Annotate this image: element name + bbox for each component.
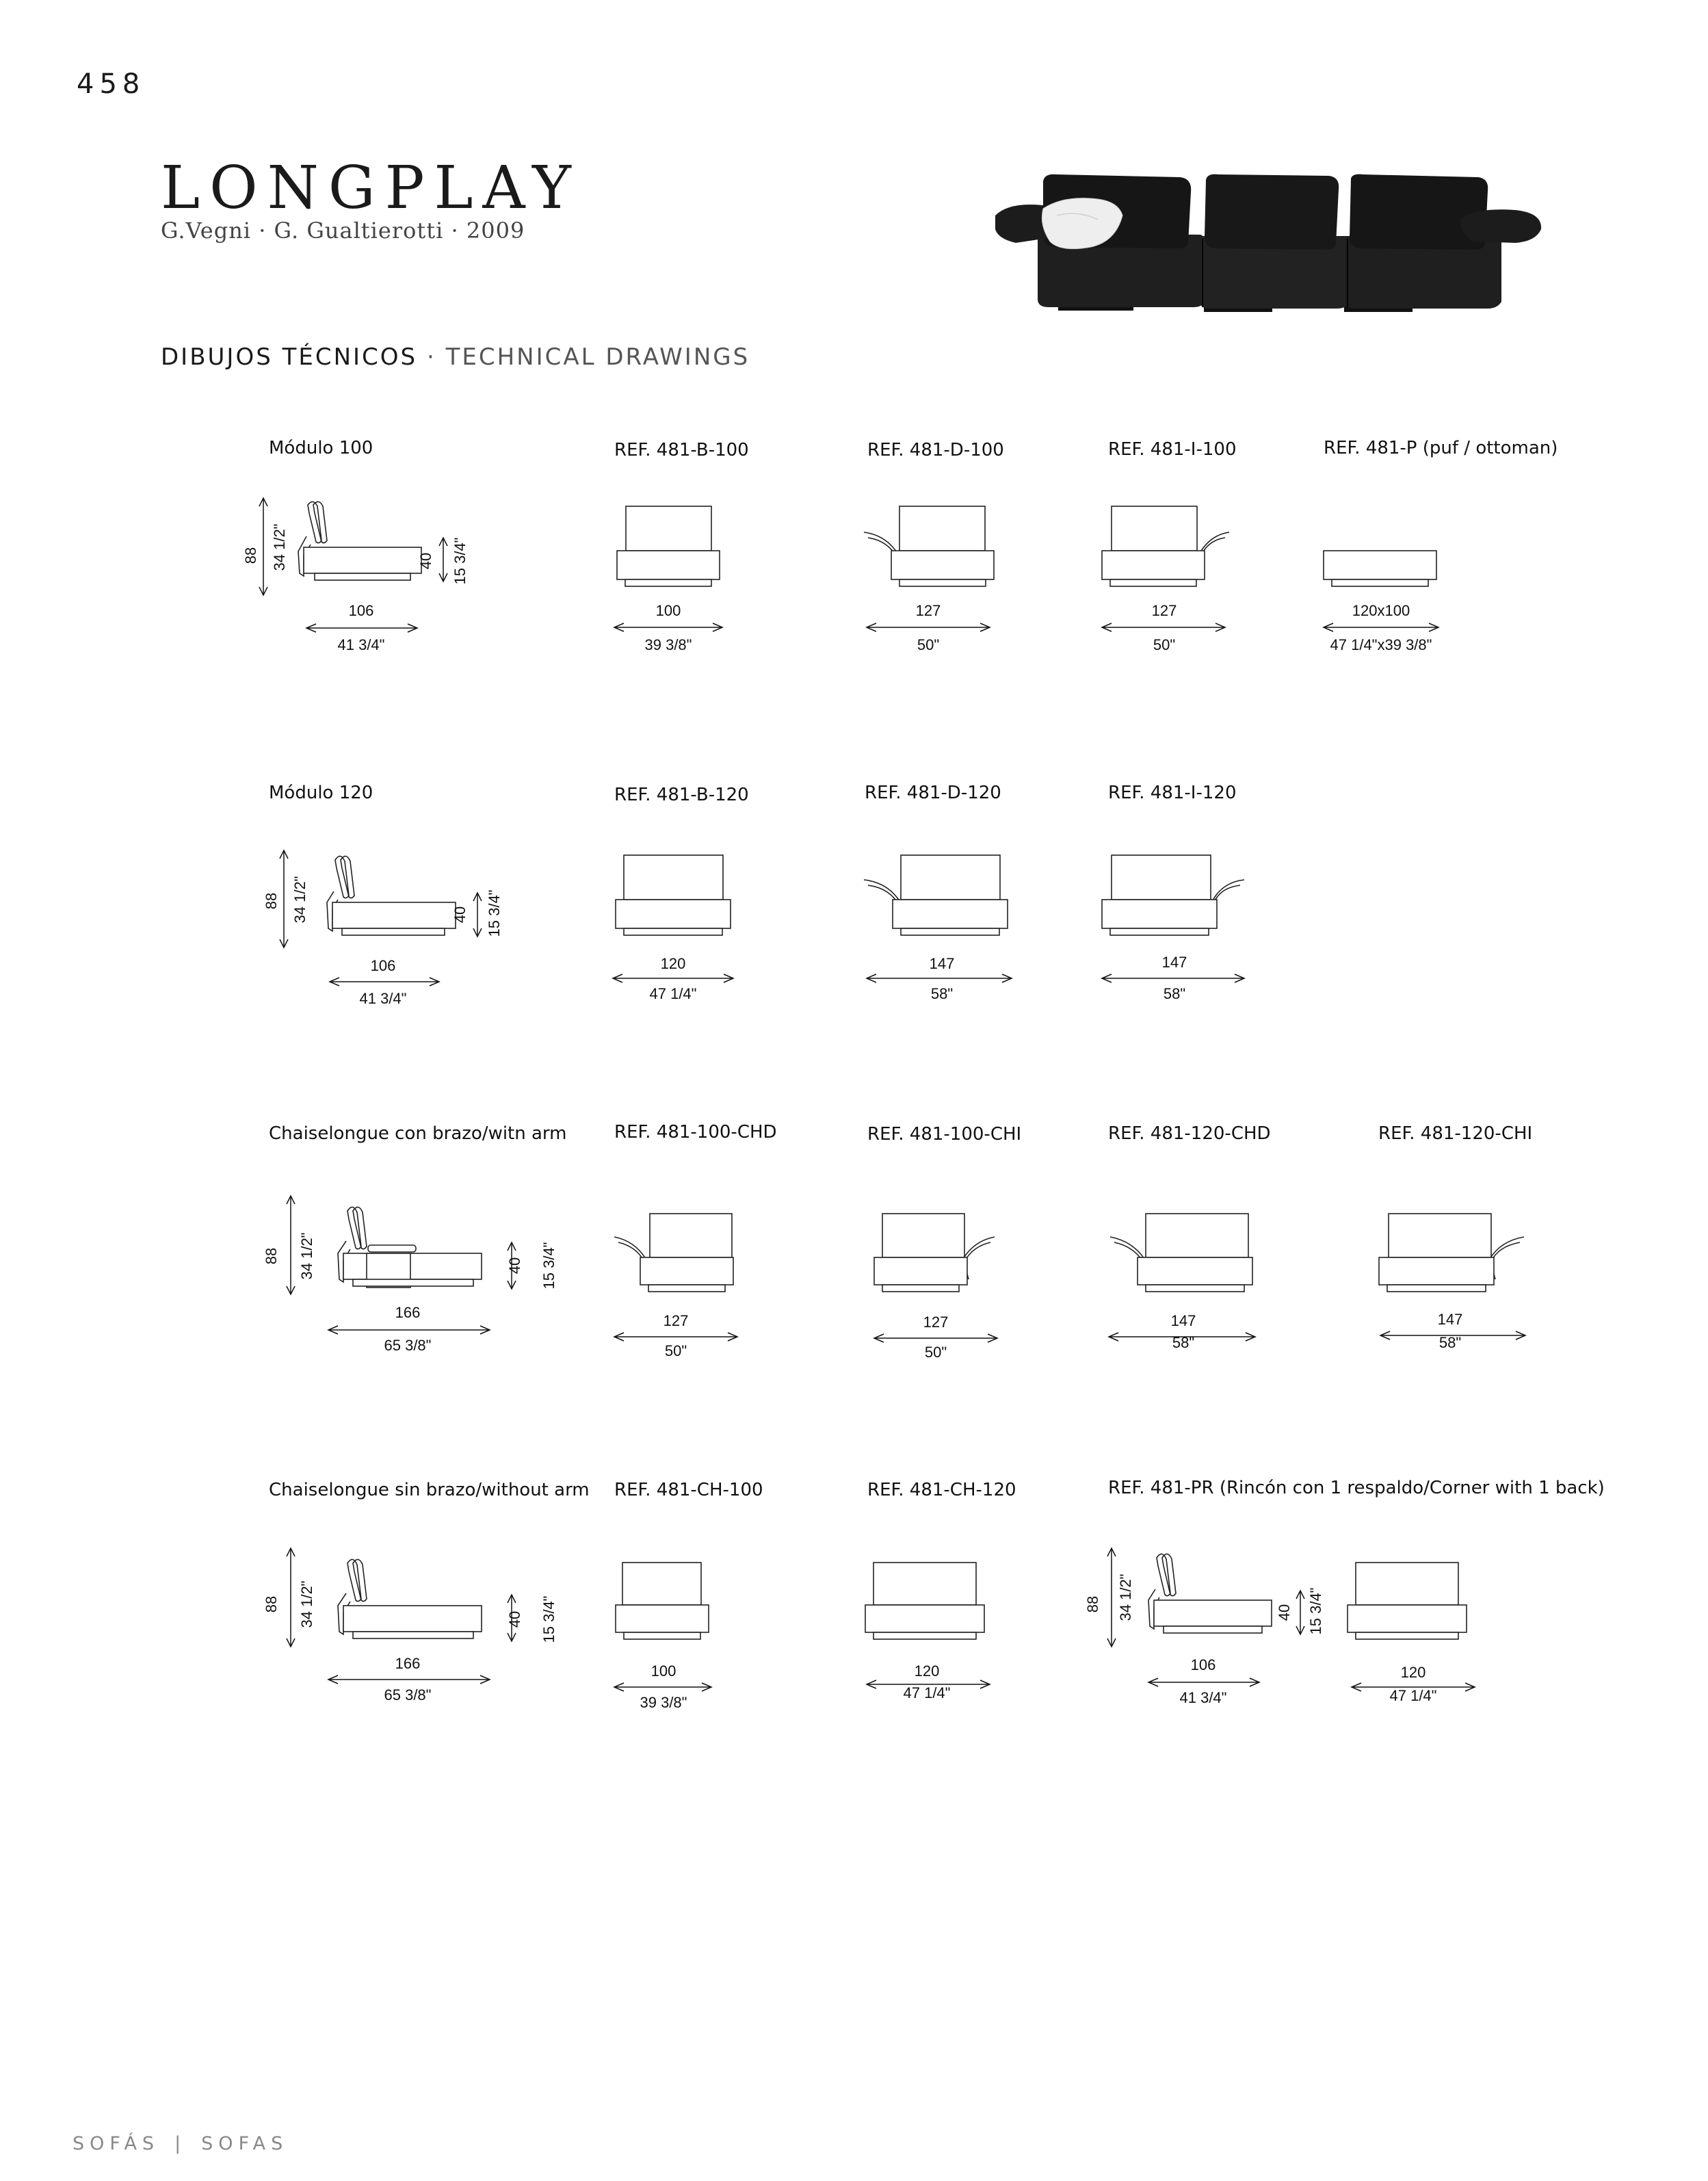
ref-481-ch-100-label: REF. 481-CH-100: [614, 1480, 763, 1500]
width-cm: 147: [1170, 1312, 1196, 1329]
module-100-side-drawing: [233, 493, 506, 657]
ref-481-d-120-label: REF. 481-D-120: [865, 783, 1001, 803]
width-in: 50": [924, 1344, 947, 1361]
height-in: 34 1/2": [1117, 1573, 1134, 1621]
seat-height-in: 15 3/4": [1307, 1587, 1324, 1635]
width-cm: 147: [1161, 954, 1187, 971]
width-in: 47 1/4": [649, 985, 697, 1002]
page-number: 458: [77, 68, 146, 100]
width-in: 47 1/4": [903, 1684, 951, 1701]
width-cm: 120: [660, 955, 686, 972]
width-cm: 100: [651, 1662, 676, 1680]
depth-in: 41 3/4": [1179, 1689, 1227, 1706]
chaiselongue-no-arm-side-drawing: [253, 1543, 581, 1707]
width-in: 47 1/4": [1389, 1687, 1437, 1704]
ref-481-100-chi-label: REF. 481-100-CHI: [867, 1124, 1022, 1145]
footer-separator: |: [174, 2133, 187, 2154]
width-in: 39 3/8": [640, 1694, 687, 1711]
page-title: LONGPLAY: [161, 154, 581, 222]
height-cm: 88: [263, 1247, 280, 1265]
seat-height-cm: 40: [451, 906, 469, 924]
ref-481-100-chi-drawing: [862, 1204, 1026, 1361]
height-in: 34 1/2": [298, 1580, 315, 1628]
width-in: 58": [1438, 1334, 1462, 1351]
seat-height-in: 15 3/4": [451, 537, 469, 585]
designers-credit: G.Vegni · G. Gualtierotti · 2009: [161, 218, 525, 244]
width-in: 58": [1163, 985, 1186, 1002]
chaiselongue-arm-side-drawing: [253, 1190, 581, 1355]
ref-481-pr-label: REF. 481-PR (Rincón con 1 respaldo/Corner with 1 back): [1108, 1478, 1605, 1498]
footer-es: SOFÁS: [73, 2133, 160, 2154]
ref-481-b-100-label: REF. 481-B-100: [614, 440, 749, 460]
depth-in: 41 3/4": [337, 636, 385, 653]
seat-height-in: 15 3/4": [540, 1595, 557, 1643]
section-heading-es: DIBUJOS TÉCNICOS: [161, 343, 418, 371]
ref-481-120-chi-label: REF. 481-120-CHI: [1378, 1123, 1533, 1144]
seat-height-in: 15 3/4": [486, 889, 503, 937]
depth-cm: 106: [348, 602, 374, 619]
seat-height-cm: 40: [506, 1610, 523, 1628]
width-cm: 127: [663, 1312, 689, 1329]
seat-height-cm: 40: [506, 1257, 523, 1275]
width-cm: 127: [923, 1314, 949, 1331]
ref-481-ch-120-drawing: [858, 1553, 1036, 1710]
ref-481-120-chi-drawing: [1375, 1204, 1553, 1361]
height-cm: 88: [263, 1595, 280, 1613]
seat-height-in: 15 3/4": [540, 1242, 557, 1290]
ref-481-p-label: REF. 481-P (puf / ottoman): [1324, 438, 1558, 458]
row-3-label: Chaiselongue con brazo/witn arm: [269, 1123, 567, 1144]
ref-481-ch-100-drawing: [602, 1553, 766, 1710]
width-cm: 127: [915, 602, 941, 619]
ref-481-pr-side-drawing: [1084, 1543, 1358, 1707]
depth-in: 65 3/8": [384, 1337, 432, 1354]
module-120-side-drawing: [253, 845, 527, 1009]
row-1-label: Módulo 100: [269, 438, 373, 458]
ref-481-i-120-drawing: [1098, 848, 1276, 1006]
ref-481-ch-120-label: REF. 481-CH-120: [867, 1480, 1016, 1500]
width-in: 58": [930, 985, 954, 1002]
section-heading: [161, 343, 750, 371]
section-heading-en: TECHNICAL DRAWINGS: [445, 343, 750, 371]
row-2-label: Módulo 120: [269, 783, 373, 803]
width-in: 50": [664, 1342, 687, 1359]
ref-481-i-120-label: REF. 481-I-120: [1108, 783, 1237, 803]
depth-in: 41 3/4": [359, 990, 407, 1007]
width-in: 50": [1153, 636, 1176, 653]
width-cm: 120: [914, 1662, 940, 1680]
row-4-label: Chaiselongue sin brazo/without arm: [269, 1480, 590, 1500]
seat-height-cm: 40: [417, 552, 434, 570]
width-cm: 127: [1151, 602, 1177, 619]
ref-481-i-100-drawing: [1098, 499, 1262, 657]
footer-section-label: [73, 2133, 288, 2154]
width-in: 50": [917, 636, 940, 653]
ref-481-120-chd-drawing: [1105, 1204, 1283, 1361]
ref-481-b-120-drawing: [602, 848, 766, 1006]
footer-en: SOFAS: [201, 2133, 289, 2154]
width-cm: 147: [1437, 1311, 1463, 1328]
height-cm: 88: [242, 547, 259, 564]
height-in: 34 1/2": [291, 876, 308, 924]
height-cm: 88: [263, 892, 280, 910]
height-in: 34 1/2": [298, 1232, 315, 1280]
depth-cm: 166: [395, 1655, 421, 1672]
ref-481-d-100-label: REF. 481-D-100: [867, 440, 1004, 460]
width-cm: 147: [929, 955, 955, 972]
depth-in: 65 3/8": [384, 1686, 432, 1703]
depth-cm: 166: [395, 1304, 421, 1321]
ref-481-100-chd-drawing: [602, 1204, 766, 1361]
ref-481-p-drawing: [1310, 499, 1488, 657]
section-heading-separator: ·: [426, 343, 436, 371]
ref-481-i-100-label: REF. 481-I-100: [1108, 439, 1237, 460]
width-in: 58": [1172, 1334, 1195, 1351]
seat-height-cm: 40: [1276, 1604, 1293, 1621]
ref-481-pr-front-drawing: [1341, 1553, 1519, 1710]
width-in: 47 1/4"x39 3/8": [1330, 636, 1432, 653]
width-cm: 100: [655, 602, 681, 619]
height-in: 34 1/2": [271, 523, 288, 571]
sofa-product-image: [995, 168, 1542, 318]
ref-481-b-100-drawing: [602, 499, 766, 657]
ref-481-120-chd-label: REF. 481-120-CHD: [1108, 1123, 1271, 1144]
depth-cm: 106: [1190, 1656, 1216, 1673]
width-in: 39 3/8": [644, 636, 692, 653]
width-cm: 120x100: [1352, 602, 1410, 619]
height-cm: 88: [1084, 1595, 1101, 1613]
ref-481-d-120-drawing: [858, 848, 1036, 1006]
depth-cm: 106: [370, 957, 396, 974]
ref-481-d-100-drawing: [858, 499, 1023, 657]
ref-481-100-chd-label: REF. 481-100-CHD: [614, 1122, 777, 1142]
ref-481-b-120-label: REF. 481-B-120: [614, 785, 749, 805]
width-cm: 120: [1400, 1664, 1426, 1681]
